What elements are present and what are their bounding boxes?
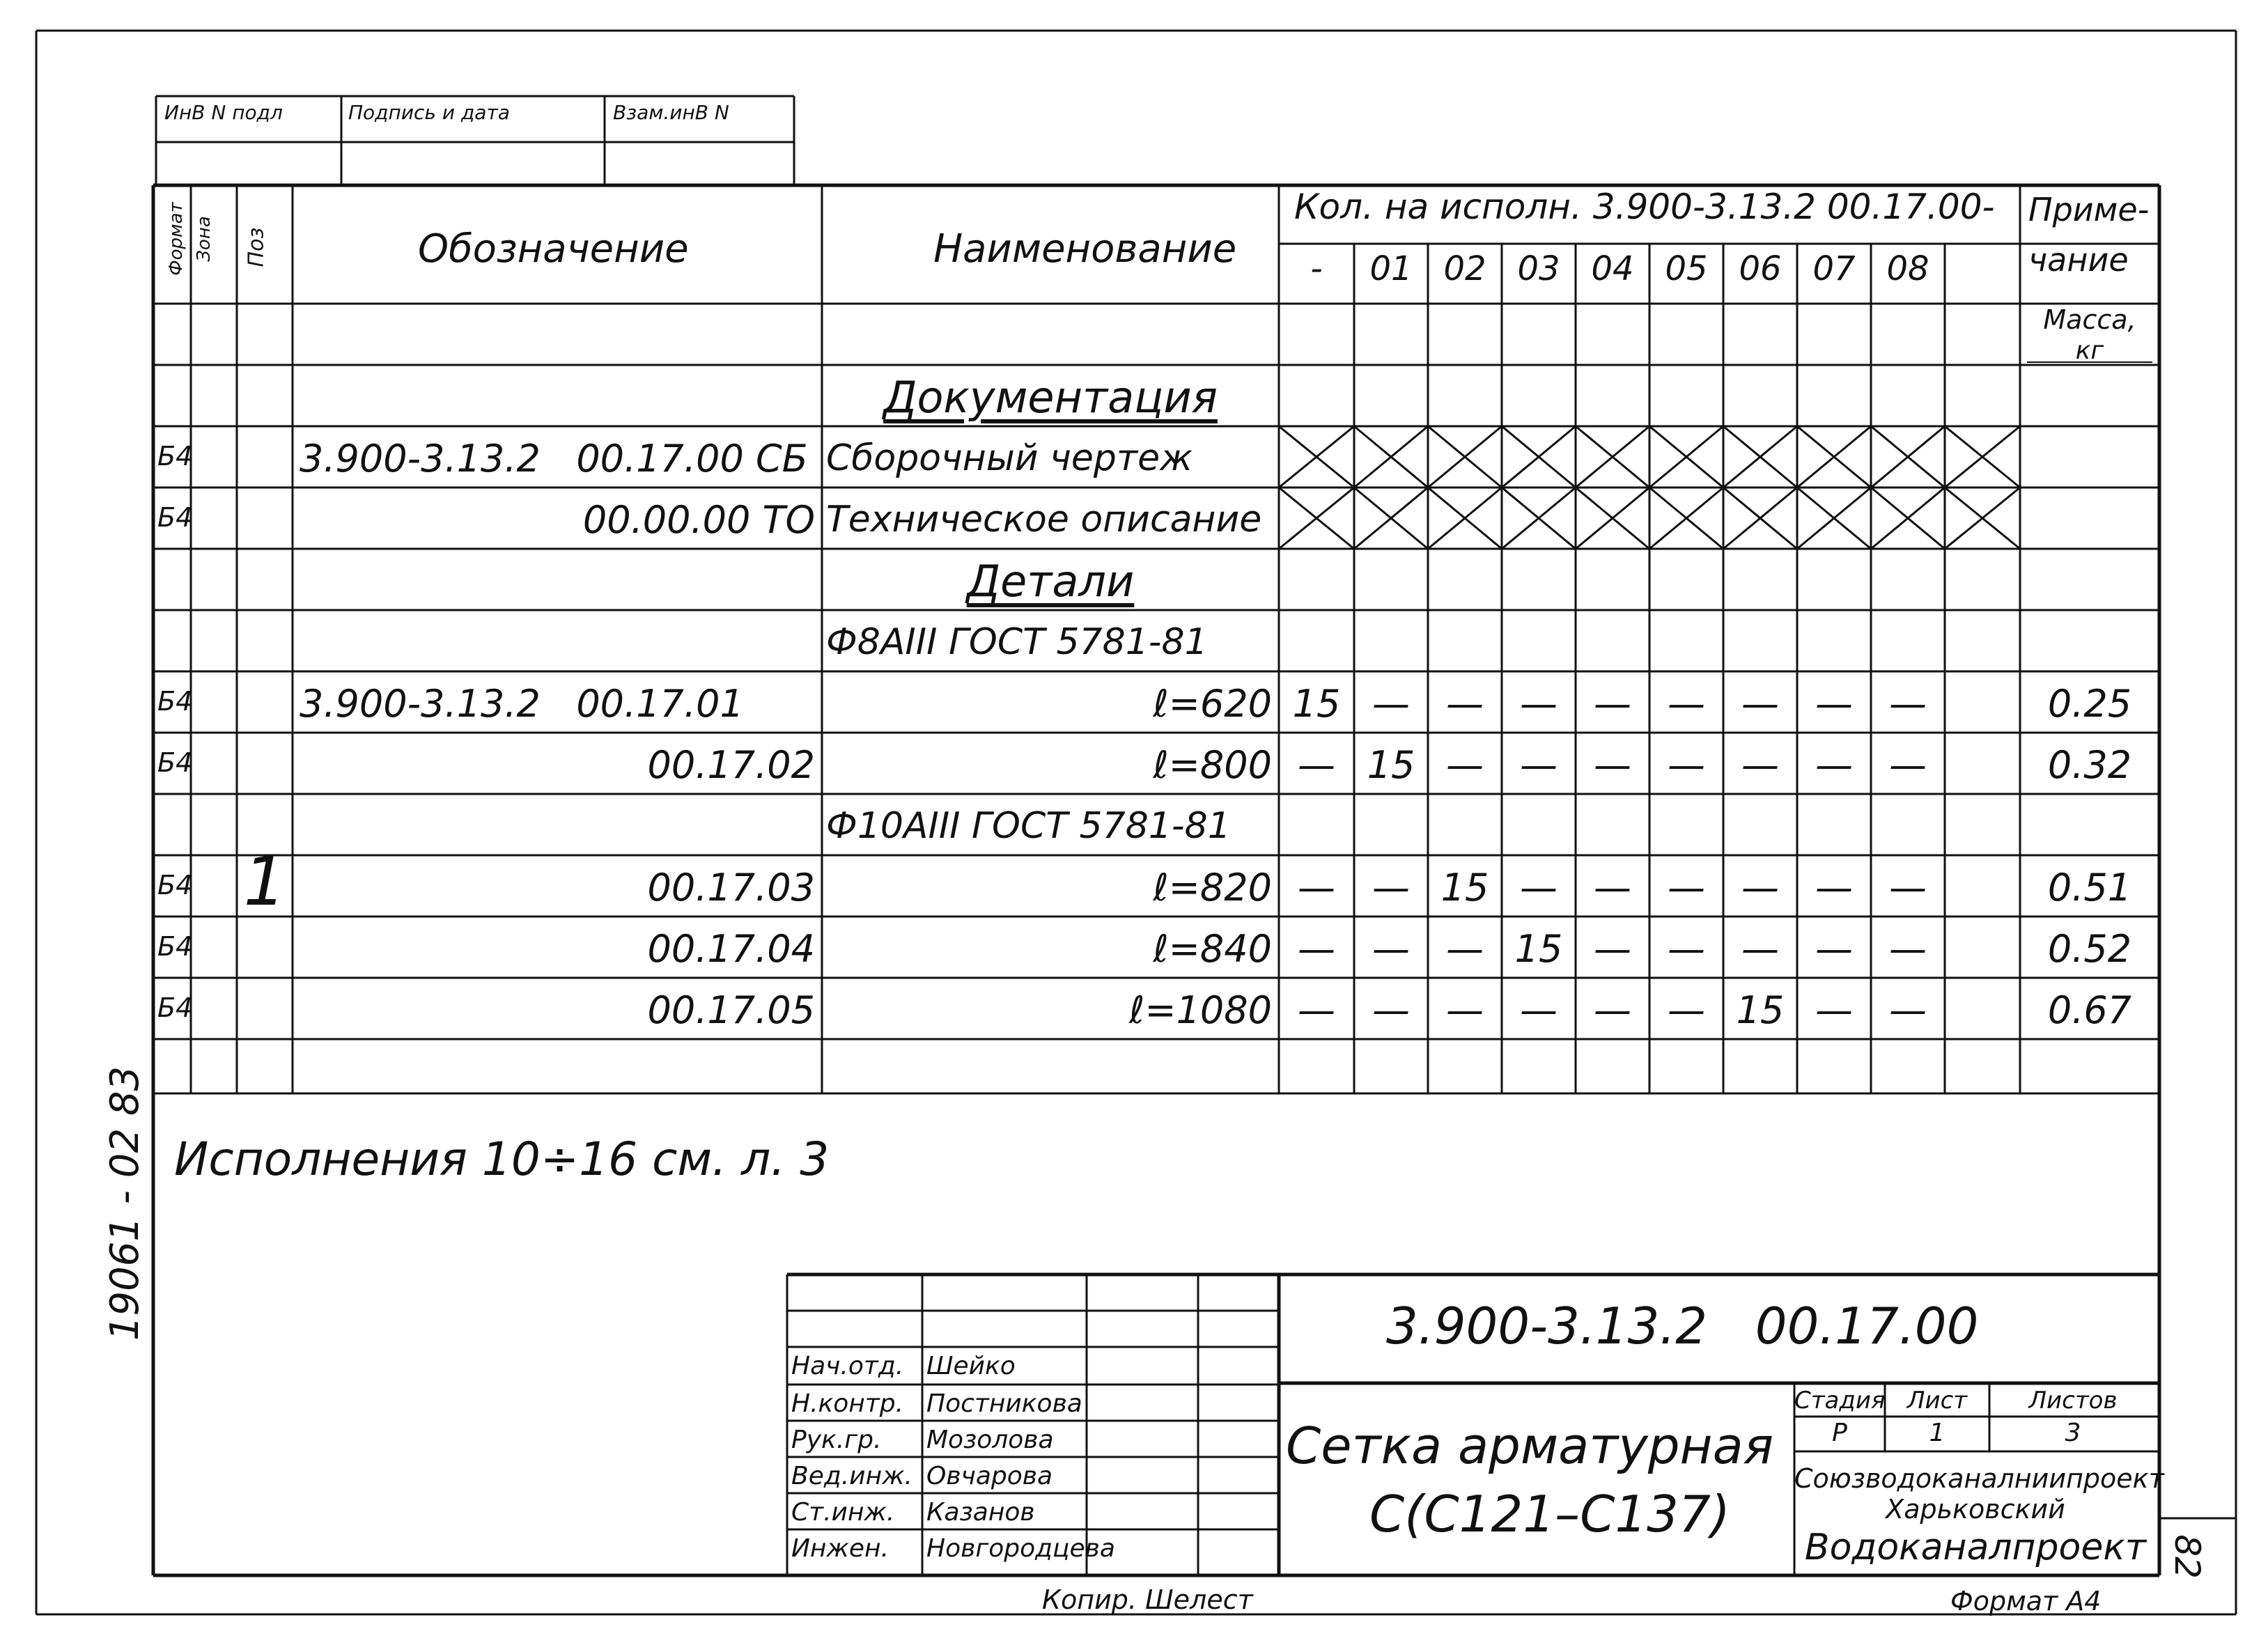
row-mass: 0.52	[2047, 927, 2132, 971]
format-label: Формат А4	[1950, 1586, 2102, 1616]
signatory-role: Вед.инж.	[791, 1462, 912, 1490]
row-designation: 3.900-3.13.2 00.17.01	[300, 682, 744, 726]
variant-label-02: 02	[1443, 249, 1486, 288]
sheet-label: Лист	[1906, 1387, 1968, 1414]
row-designation: 00.17.03	[647, 866, 815, 910]
variant-label-07: 07	[1812, 249, 1856, 288]
variant-label-03: 03	[1517, 249, 1560, 288]
header-pos: Поз	[244, 227, 269, 267]
row-name: ℓ=800	[1153, 743, 1272, 787]
qty-cell: —	[1594, 743, 1631, 787]
signatory-role: Ст.инж.	[791, 1498, 895, 1527]
row-designation: 00.17.02	[647, 743, 815, 787]
qty-cell: —	[1520, 866, 1558, 910]
header-zone: Зона	[193, 216, 215, 262]
section-title: Детали	[966, 556, 1135, 607]
execution-note: Исполнения 10÷16 см. л. 3	[174, 1132, 830, 1186]
signatory-role: Инжен.	[791, 1534, 890, 1563]
doc-number: 3.900-3.13.2 00.17.00	[1386, 1297, 1979, 1355]
qty-cell: —	[1594, 988, 1631, 1032]
qty-cell: —	[1594, 682, 1631, 726]
header-mass-bottom: кг	[2075, 336, 2104, 365]
row-position: 1	[243, 843, 286, 921]
qty-cell: —	[1889, 988, 1927, 1032]
row-name: Техническое описание	[826, 499, 1262, 540]
variant-label-04: 04	[1591, 249, 1634, 288]
qty-cell: —	[1668, 743, 1705, 787]
qty-cell: —	[1446, 743, 1484, 787]
signatory-role: Нач.отд.	[791, 1352, 904, 1380]
row-designation: 00.00.00 ТО	[582, 498, 815, 542]
row-mass: 0.67	[2047, 988, 2132, 1032]
qty-cell: —	[1668, 866, 1705, 910]
qty-cell: —	[1594, 927, 1631, 971]
qty-cell: 15	[1514, 927, 1563, 971]
header-name: Наименование	[933, 226, 1237, 272]
qty-cell: —	[1372, 866, 1410, 910]
qty-cell: —	[1815, 743, 1853, 787]
qty-cell: —	[1815, 682, 1853, 726]
row-format: Б4	[157, 502, 193, 533]
qty-cell: —	[1889, 743, 1927, 787]
qty-cell: —	[1668, 682, 1705, 726]
row-format: Б4	[157, 747, 193, 778]
side-stamp: 19061 - 02 83	[102, 1066, 148, 1341]
qty-cell: —	[1741, 743, 1779, 787]
header-qty-title: Кол. на исполн. 3.900-3.13.2 00.17.00-	[1294, 187, 1995, 227]
qty-cell: 15	[1367, 743, 1415, 787]
variant-label-01: 01	[1369, 249, 1413, 288]
row-designation: 00.17.05	[647, 988, 815, 1032]
org-line2: Харьковский	[1886, 1494, 2065, 1525]
qty-cell: —	[1298, 988, 1335, 1032]
title-line1: Сетка арматурная	[1286, 1417, 1774, 1475]
qty-cell: —	[1741, 866, 1779, 910]
qty-cell: —	[1520, 988, 1558, 1032]
row-format: Б4	[157, 686, 193, 717]
sign-date-label: Подпись и дата	[348, 101, 510, 124]
row-format: Б4	[157, 931, 193, 962]
title-line2: С(С121–С137)	[1369, 1485, 1730, 1543]
signatory-role: Рук.гр.	[791, 1426, 882, 1454]
qty-cell: —	[1741, 927, 1779, 971]
inv-no-label: ИнВ N подл	[164, 101, 283, 124]
signatory-name: Шейко	[926, 1352, 1016, 1380]
signatory-name: Новгородцева	[926, 1534, 1115, 1563]
variant-label-06: 06	[1739, 249, 1782, 288]
signatory-name: Постникова	[926, 1389, 1082, 1418]
qty-cell: —	[1372, 682, 1410, 726]
row-format: Б4	[157, 870, 193, 901]
row-name: Ф8АIII ГОСТ 5781-81	[826, 621, 1208, 663]
qty-cell: —	[1520, 682, 1558, 726]
header-format: Формат	[165, 202, 187, 276]
stage-label: Стадия	[1794, 1387, 1886, 1414]
row-format: Б4	[157, 992, 193, 1023]
stage-value: Р	[1832, 1419, 1847, 1447]
signatory-name: Казанов	[926, 1498, 1035, 1527]
qty-cell: —	[1446, 988, 1484, 1032]
qty-cell: —	[1889, 682, 1927, 726]
row-format: Б4	[157, 441, 193, 471]
qty-cell: 15	[1736, 988, 1785, 1032]
row-name: Ф10АIII ГОСТ 5781-81	[826, 805, 1231, 847]
qty-cell: —	[1520, 743, 1558, 787]
header-note-bottom: чание	[2028, 241, 2129, 279]
row-mass: 0.51	[2047, 866, 2132, 910]
replace-inv-label: Взам.инВ N	[613, 101, 729, 124]
qty-cell: —	[1446, 927, 1484, 971]
header-mass-top: Масса,	[2043, 304, 2136, 335]
variant-label--: -	[1310, 249, 1323, 288]
row-mass: 0.32	[2047, 743, 2132, 787]
org-line3: Водоканалпроект	[1804, 1527, 2147, 1568]
row-name: ℓ=820	[1153, 866, 1272, 910]
page-number: 82	[2167, 1534, 2207, 1579]
section-title: Документация	[883, 372, 1218, 423]
org-line1: Союзводоканалниипроект	[1794, 1463, 2164, 1494]
sheets-value: 3	[2065, 1419, 2081, 1447]
qty-cell: —	[1815, 866, 1853, 910]
signatory-name: Мозолова	[926, 1426, 1054, 1454]
signatory-role: Н.контр.	[791, 1389, 904, 1418]
row-mass: 0.25	[2047, 682, 2132, 726]
qty-cell: —	[1372, 988, 1410, 1032]
row-designation: 3.900-3.13.2 00.17.00 СБ	[300, 437, 808, 481]
qty-cell: —	[1668, 988, 1705, 1032]
row-name: Сборочный чертеж	[826, 437, 1193, 479]
qty-cell: —	[1372, 927, 1410, 971]
qty-cell: —	[1741, 682, 1779, 726]
variant-label-05: 05	[1665, 249, 1708, 288]
signatory-name: Овчарова	[926, 1462, 1053, 1490]
row-name: ℓ=1080	[1129, 988, 1272, 1032]
sheet-value: 1	[1929, 1419, 1945, 1447]
qty-cell: —	[1815, 927, 1853, 971]
header-designation: Обозначение	[418, 226, 689, 272]
qty-cell: —	[1668, 927, 1705, 971]
qty-cell: —	[1889, 866, 1927, 910]
row-designation: 00.17.04	[647, 927, 815, 971]
header-note-top: Приме-	[2028, 191, 2150, 228]
qty-cell: —	[1594, 866, 1631, 910]
sheets-label: Листов	[2028, 1387, 2118, 1414]
copied-by: Копир. Шелест	[1042, 1584, 1253, 1615]
qty-cell: —	[1889, 927, 1927, 971]
row-name: ℓ=620	[1153, 682, 1272, 726]
qty-cell: —	[1298, 866, 1335, 910]
qty-cell: —	[1298, 743, 1335, 787]
qty-cell: —	[1815, 988, 1853, 1032]
variant-label-08: 08	[1886, 249, 1929, 288]
row-name: ℓ=840	[1153, 927, 1272, 971]
qty-cell: —	[1446, 682, 1484, 726]
qty-cell: —	[1298, 927, 1335, 971]
qty-cell: 15	[1440, 866, 1489, 910]
qty-cell: 15	[1292, 682, 1341, 726]
